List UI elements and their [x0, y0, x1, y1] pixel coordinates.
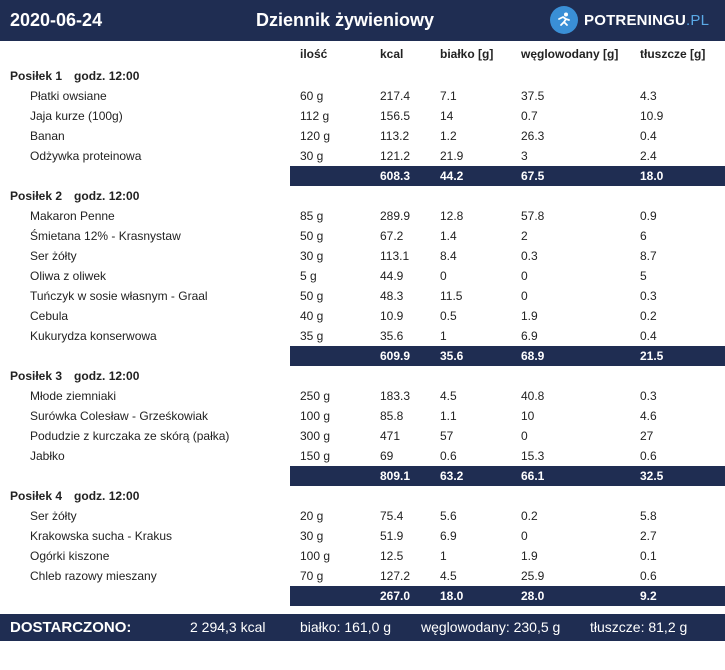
food-kcal: 48.3 [380, 289, 404, 303]
food-carbs: 0 [521, 269, 528, 283]
food-carbs: 6.9 [521, 329, 538, 343]
meal-name: Posiłek 1 [10, 69, 63, 83]
total-fat: 9.2 [640, 589, 657, 603]
meal-name: Posiłek 3 [10, 369, 63, 383]
total-carbs: 28.0 [521, 589, 545, 603]
food-kcal: 217.4 [380, 89, 411, 103]
summary-protein: białko: 161,0 g [300, 619, 392, 635]
food-fat: 0.2 [640, 309, 657, 323]
meal-time: godz. 12:00 [74, 69, 140, 83]
food-qty: 250 g [300, 389, 331, 403]
food-name: Banan [30, 129, 65, 143]
food-name: Makaron Penne [30, 209, 115, 223]
food-carbs: 37.5 [521, 89, 545, 103]
total-kcal: 609.9 [380, 349, 411, 363]
column-header-kcal: kcal [380, 47, 404, 61]
food-row [0, 306, 725, 326]
food-protein: 1.4 [440, 229, 457, 243]
food-kcal: 156.5 [380, 109, 411, 123]
food-carbs: 2 [521, 229, 528, 243]
food-carbs: 15.3 [521, 449, 545, 463]
column-header-protein: białko [g] [440, 47, 494, 61]
food-qty: 40 g [300, 309, 324, 323]
food-row [0, 406, 725, 426]
food-name: Płatki owsiane [30, 89, 107, 103]
food-qty: 50 g [300, 229, 324, 243]
total-protein: 44.2 [440, 169, 464, 183]
meal-total-row [290, 166, 725, 186]
food-protein: 7.1 [440, 89, 457, 103]
food-qty: 85 g [300, 209, 324, 223]
food-row [0, 126, 725, 146]
food-qty: 30 g [300, 529, 324, 543]
summary-fat: tłuszcze: 81,2 g [590, 619, 688, 635]
food-name: Odżywka proteinowa [30, 149, 142, 163]
total-kcal: 267.0 [380, 589, 411, 603]
food-name: Cebula [30, 309, 69, 323]
food-row [0, 566, 725, 586]
food-protein: 1.1 [440, 409, 457, 423]
food-row [0, 206, 725, 226]
food-name: Kukurydza konserwowa [30, 329, 157, 343]
food-kcal: 471 [380, 429, 401, 443]
column-header-qty: ilość [300, 47, 328, 61]
food-protein: 0 [440, 269, 447, 283]
food-row [0, 326, 725, 346]
food-row [0, 506, 725, 526]
food-fat: 5.8 [640, 509, 657, 523]
food-qty: 100 g [300, 549, 331, 563]
food-carbs: 25.9 [521, 569, 545, 583]
food-kcal: 10.9 [380, 309, 404, 323]
food-protein: 14 [440, 109, 454, 123]
food-kcal: 35.6 [380, 329, 404, 343]
summary-label: DOSTARCZONO: [10, 619, 132, 636]
meal-name: Posiłek 2 [10, 189, 63, 203]
food-name: Jaja kurze (100g) [30, 109, 123, 123]
food-qty: 112 g [300, 109, 330, 123]
total-protein: 18.0 [440, 589, 464, 603]
food-qty: 150 g [300, 449, 331, 463]
food-carbs: 0 [521, 429, 528, 443]
meal-name: Posiłek 4 [10, 489, 63, 503]
food-name: Jabłko [30, 449, 65, 463]
food-protein: 8.4 [440, 249, 457, 263]
food-qty: 5 g [300, 269, 317, 283]
page-title: Dziennik żywieniowy [255, 10, 435, 30]
food-qty: 50 g [300, 289, 324, 303]
food-fat: 6 [640, 229, 647, 243]
food-kcal: 113.1 [380, 249, 410, 263]
food-fat: 0.3 [640, 289, 657, 303]
food-protein: 1.2 [440, 129, 457, 143]
food-name: Śmietana 12% - Krasnystaw [30, 229, 181, 243]
food-qty: 30 g [300, 249, 324, 263]
food-name: Młode ziemniaki [30, 389, 117, 403]
food-kcal: 85.8 [380, 409, 404, 423]
food-fat: 2.4 [640, 149, 657, 163]
food-row [0, 106, 725, 126]
food-fat: 10.9 [640, 109, 664, 123]
food-name: Ogórki kiszone [30, 549, 110, 563]
column-header-fat: tłuszcze [g] [640, 47, 706, 61]
food-qty: 60 g [300, 89, 324, 103]
food-kcal: 44.9 [380, 269, 404, 283]
meal-total-row [290, 346, 725, 366]
food-row [0, 146, 725, 166]
food-kcal: 289.9 [380, 209, 411, 223]
food-qty: 30 g [300, 149, 324, 163]
column-header-carbs: węglowodany [g] [521, 47, 619, 61]
food-row [0, 266, 725, 286]
food-carbs: 0.7 [521, 109, 538, 123]
food-carbs: 0 [521, 289, 528, 303]
food-fat: 0.3 [640, 389, 657, 403]
food-qty: 35 g [300, 329, 324, 343]
food-carbs: 1.9 [521, 549, 538, 563]
food-row [0, 426, 725, 446]
food-kcal: 67.2 [380, 229, 404, 243]
total-fat: 32.5 [640, 469, 664, 483]
food-name: Podudzie z kurczaka ze skórą (pałka) [30, 429, 230, 443]
food-name: Ser żółty [30, 249, 77, 263]
food-carbs: 0.2 [521, 509, 538, 523]
summary-bar [0, 614, 725, 641]
food-protein: 12.8 [440, 209, 464, 223]
food-name: Ser żółty [30, 509, 77, 523]
food-name: Chleb razowy mieszany [30, 569, 157, 583]
food-carbs: 1.9 [521, 309, 538, 323]
food-kcal: 121.2 [380, 149, 411, 163]
food-kcal: 127.2 [380, 569, 411, 583]
food-row [0, 446, 725, 466]
food-protein: 21.9 [440, 149, 464, 163]
meal-title [10, 189, 139, 203]
food-protein: 5.6 [440, 509, 457, 523]
food-row [0, 286, 725, 306]
food-name: Krakowska sucha - Krakus [30, 529, 173, 543]
food-carbs: 3 [521, 149, 528, 163]
food-kcal: 69 [380, 449, 394, 463]
food-fat: 5 [640, 269, 647, 283]
meal-total-row [290, 586, 725, 606]
food-row [0, 386, 725, 406]
food-kcal: 51.9 [380, 529, 404, 543]
food-carbs: 57.8 [521, 209, 545, 223]
total-fat: 21.5 [640, 349, 664, 363]
total-kcal: 809.1 [380, 469, 411, 483]
total-fat: 18.0 [640, 169, 664, 183]
meal-title [10, 369, 139, 383]
food-protein: 0.6 [440, 449, 457, 463]
food-carbs: 10 [521, 409, 535, 423]
total-carbs: 66.1 [521, 469, 545, 483]
food-kcal: 12.5 [380, 549, 404, 563]
food-qty: 20 g [300, 509, 324, 523]
food-row [0, 546, 725, 566]
food-kcal: 183.3 [380, 389, 411, 403]
meal-time: godz. 12:00 [74, 489, 140, 503]
food-name: Tuńczyk w sosie własnym - Graal [30, 289, 208, 303]
meal-time: godz. 12:00 [74, 369, 140, 383]
food-fat: 0.4 [640, 129, 657, 143]
food-fat: 8.7 [640, 249, 657, 263]
food-qty: 120 g [300, 129, 331, 143]
food-fat: 0.9 [640, 209, 657, 223]
total-kcal: 608.3 [380, 169, 411, 183]
total-protein: 35.6 [440, 349, 464, 363]
food-qty: 100 g [300, 409, 331, 423]
food-protein: 4.5 [440, 389, 457, 403]
food-qty: 70 g [300, 569, 324, 583]
potreningu-logo[interactable] [550, 7, 709, 33]
food-qty: 300 g [300, 429, 331, 443]
diary-date: 2020-06-24 [10, 10, 103, 30]
food-fat: 0.6 [640, 569, 657, 583]
food-kcal: 113.2 [380, 129, 410, 143]
total-carbs: 68.9 [521, 349, 545, 363]
meal-time: godz. 12:00 [74, 189, 140, 203]
food-row [0, 246, 725, 266]
food-protein: 1 [440, 549, 447, 563]
food-row [0, 86, 725, 106]
meal-title [10, 69, 139, 83]
food-fat: 27 [640, 429, 654, 443]
food-protein: 4.5 [440, 569, 457, 583]
food-row [0, 526, 725, 546]
food-name: Oliwa z oliwek [30, 269, 107, 283]
food-carbs: 40.8 [521, 389, 545, 403]
summary-kcal: 2 294,3 kcal [190, 619, 266, 635]
food-carbs: 0 [521, 529, 528, 543]
food-fat: 0.4 [640, 329, 657, 343]
meal-title [10, 489, 139, 503]
total-protein: 63.2 [440, 469, 464, 483]
food-kcal: 75.4 [380, 509, 404, 523]
food-carbs: 26.3 [521, 129, 545, 143]
food-fat: 0.6 [640, 449, 657, 463]
food-fat: 4.3 [640, 89, 657, 103]
food-protein: 6.9 [440, 529, 457, 543]
food-name: Surówka Colesław - Grześkowiak [30, 409, 209, 423]
food-fat: 2.7 [640, 529, 657, 543]
page-header [0, 0, 725, 41]
runner-icon [550, 6, 578, 34]
food-carbs: 0.3 [521, 249, 538, 263]
food-protein: 0.5 [440, 309, 457, 323]
food-protein: 1 [440, 329, 447, 343]
summary-carbs: węglowodany: 230,5 g [421, 619, 561, 635]
total-carbs: 67.5 [521, 169, 545, 183]
meal-total-row [290, 466, 725, 486]
food-row [0, 226, 725, 246]
food-protein: 57 [440, 429, 454, 443]
food-protein: 11.5 [440, 289, 463, 303]
food-fat: 4.6 [640, 409, 657, 423]
logo-text: POTRENINGU.PL [584, 11, 710, 29]
food-fat: 0.1 [640, 549, 657, 563]
